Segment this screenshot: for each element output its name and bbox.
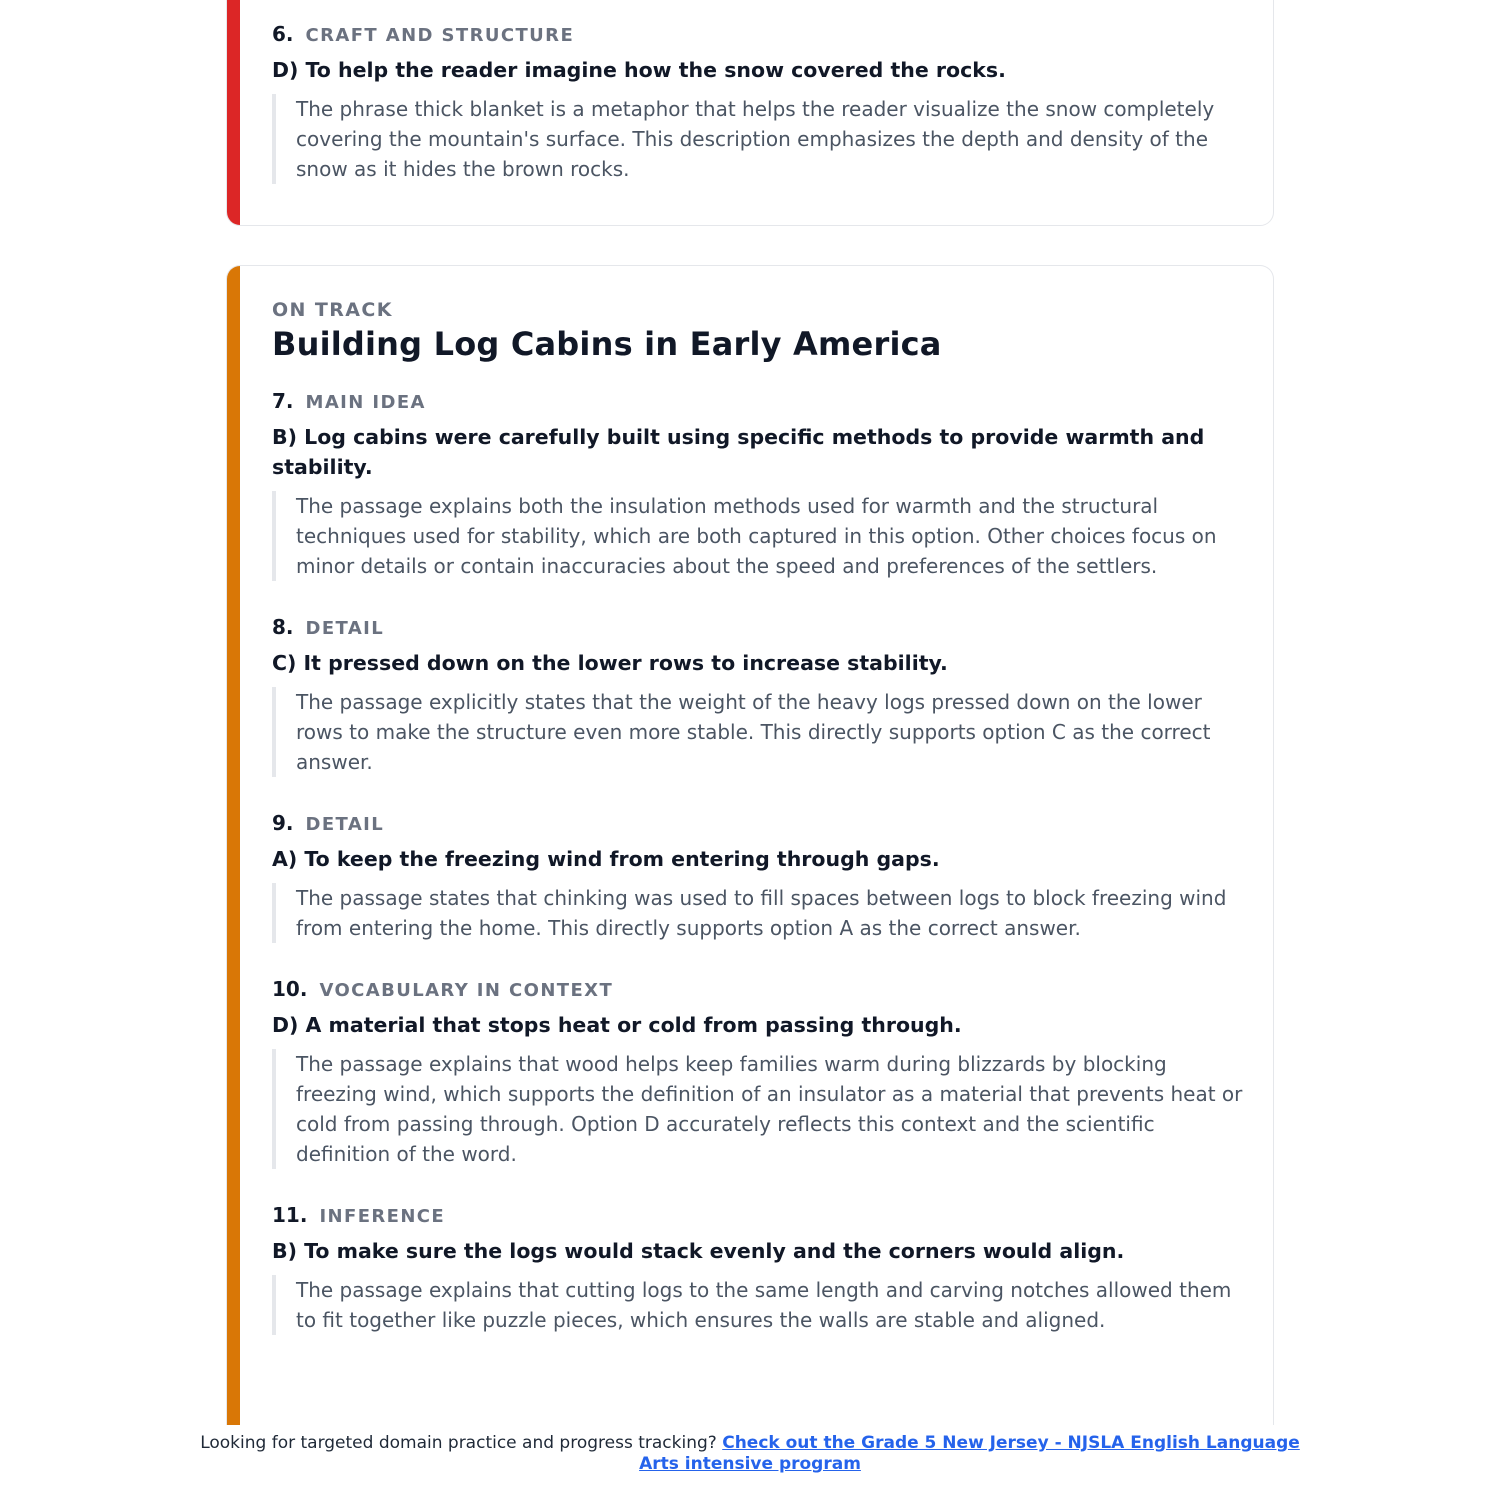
question-item bbox=[272, 977, 1243, 1169]
question-answer: B) Log cabins were carefully built using specific methods to provide warmth and stability. bbox=[272, 425, 1205, 479]
question-category: DETAIL bbox=[305, 814, 385, 835]
question-explanation: The phrase thick blanket is a metaphor that helps the reader visualize the snow completely covering the mountain's surface. This description emphasizes the depth and density of the snow as it hides the brown rocks. bbox=[272, 94, 1243, 184]
question-answer: C) It pressed down on the lower rows to increase stability. bbox=[272, 651, 948, 675]
question-answer: D) To help the reader imagine how the snow covered the rocks. bbox=[272, 58, 1006, 82]
question-category: DETAIL bbox=[305, 618, 385, 639]
footer-promo bbox=[200, 1433, 1300, 1475]
question-item bbox=[272, 1203, 1243, 1335]
question-answer: B) To make sure the logs would stack evenly and the corners would align. bbox=[272, 1239, 1125, 1263]
question-item bbox=[272, 22, 1243, 184]
card-accent-bar bbox=[227, 0, 240, 225]
status-label: ON TRACK bbox=[272, 299, 393, 321]
question-explanation: The passage explains that wood helps keep families warm during blizzards by blocking freezing wind, which supports the definition of an insulator as a material that prevents heat or cold from passing through. Option D accurately reflects this context and the scientific definition of the word. bbox=[272, 1049, 1243, 1169]
question-category: CRAFT AND STRUCTURE bbox=[305, 25, 575, 46]
question-header bbox=[272, 811, 1243, 835]
question-explanation: The passage explicitly states that the weight of the heavy logs pressed down on the lower rows to make the structure even more stable. This directly supports option C as the correct answer. bbox=[272, 687, 1243, 777]
footer-text: Looking for targeted domain practice and progress tracking? bbox=[200, 1433, 717, 1453]
question-header bbox=[272, 1203, 1243, 1227]
question-explanation: The passage explains both the insulation methods used for warmth and the structural techniques used for stability, which are both captured in this option. Other choices focus on minor details or contain inaccuracies about the speed and preferences of the settlers. bbox=[272, 491, 1243, 581]
question-number: 10. bbox=[272, 977, 308, 1001]
question-number: 9. bbox=[272, 811, 294, 835]
question-number: 8. bbox=[272, 615, 294, 639]
question-category: INFERENCE bbox=[319, 1206, 446, 1227]
question-item bbox=[272, 811, 1243, 943]
question-item bbox=[272, 615, 1243, 777]
passage-title: Building Log Cabins in Early America bbox=[272, 325, 942, 363]
result-card-passage bbox=[226, 265, 1274, 1425]
question-item bbox=[272, 389, 1243, 581]
program-link[interactable]: Check out the Grade 5 New Jersey - NJSLA English Language Arts intensive program bbox=[639, 1433, 1300, 1474]
card-content bbox=[272, 22, 1243, 218]
card-accent-bar bbox=[227, 266, 240, 1425]
question-category: MAIN IDEA bbox=[305, 392, 426, 413]
question-header bbox=[272, 615, 1243, 639]
question-answer: D) A material that stops heat or cold from passing through. bbox=[272, 1013, 962, 1037]
question-explanation: The passage states that chinking was used to fill spaces between logs to block freezing wind from entering the home. This directly supports option A as the correct answer. bbox=[272, 883, 1243, 943]
card-content bbox=[272, 299, 1243, 1369]
question-answer: A) To keep the freezing wind from entering through gaps. bbox=[272, 847, 940, 871]
question-header bbox=[272, 389, 1243, 413]
question-explanation: The passage explains that cutting logs to the same length and carving notches allowed them to fit together like puzzle pieces, which ensures the walls are stable and aligned. bbox=[272, 1275, 1243, 1335]
question-number: 7. bbox=[272, 389, 294, 413]
question-number: 11. bbox=[272, 1203, 308, 1227]
question-category: VOCABULARY IN CONTEXT bbox=[319, 980, 614, 1001]
question-header bbox=[272, 22, 1243, 46]
question-header bbox=[272, 977, 1243, 1001]
result-card-previous bbox=[226, 0, 1274, 226]
question-number: 6. bbox=[272, 22, 294, 46]
